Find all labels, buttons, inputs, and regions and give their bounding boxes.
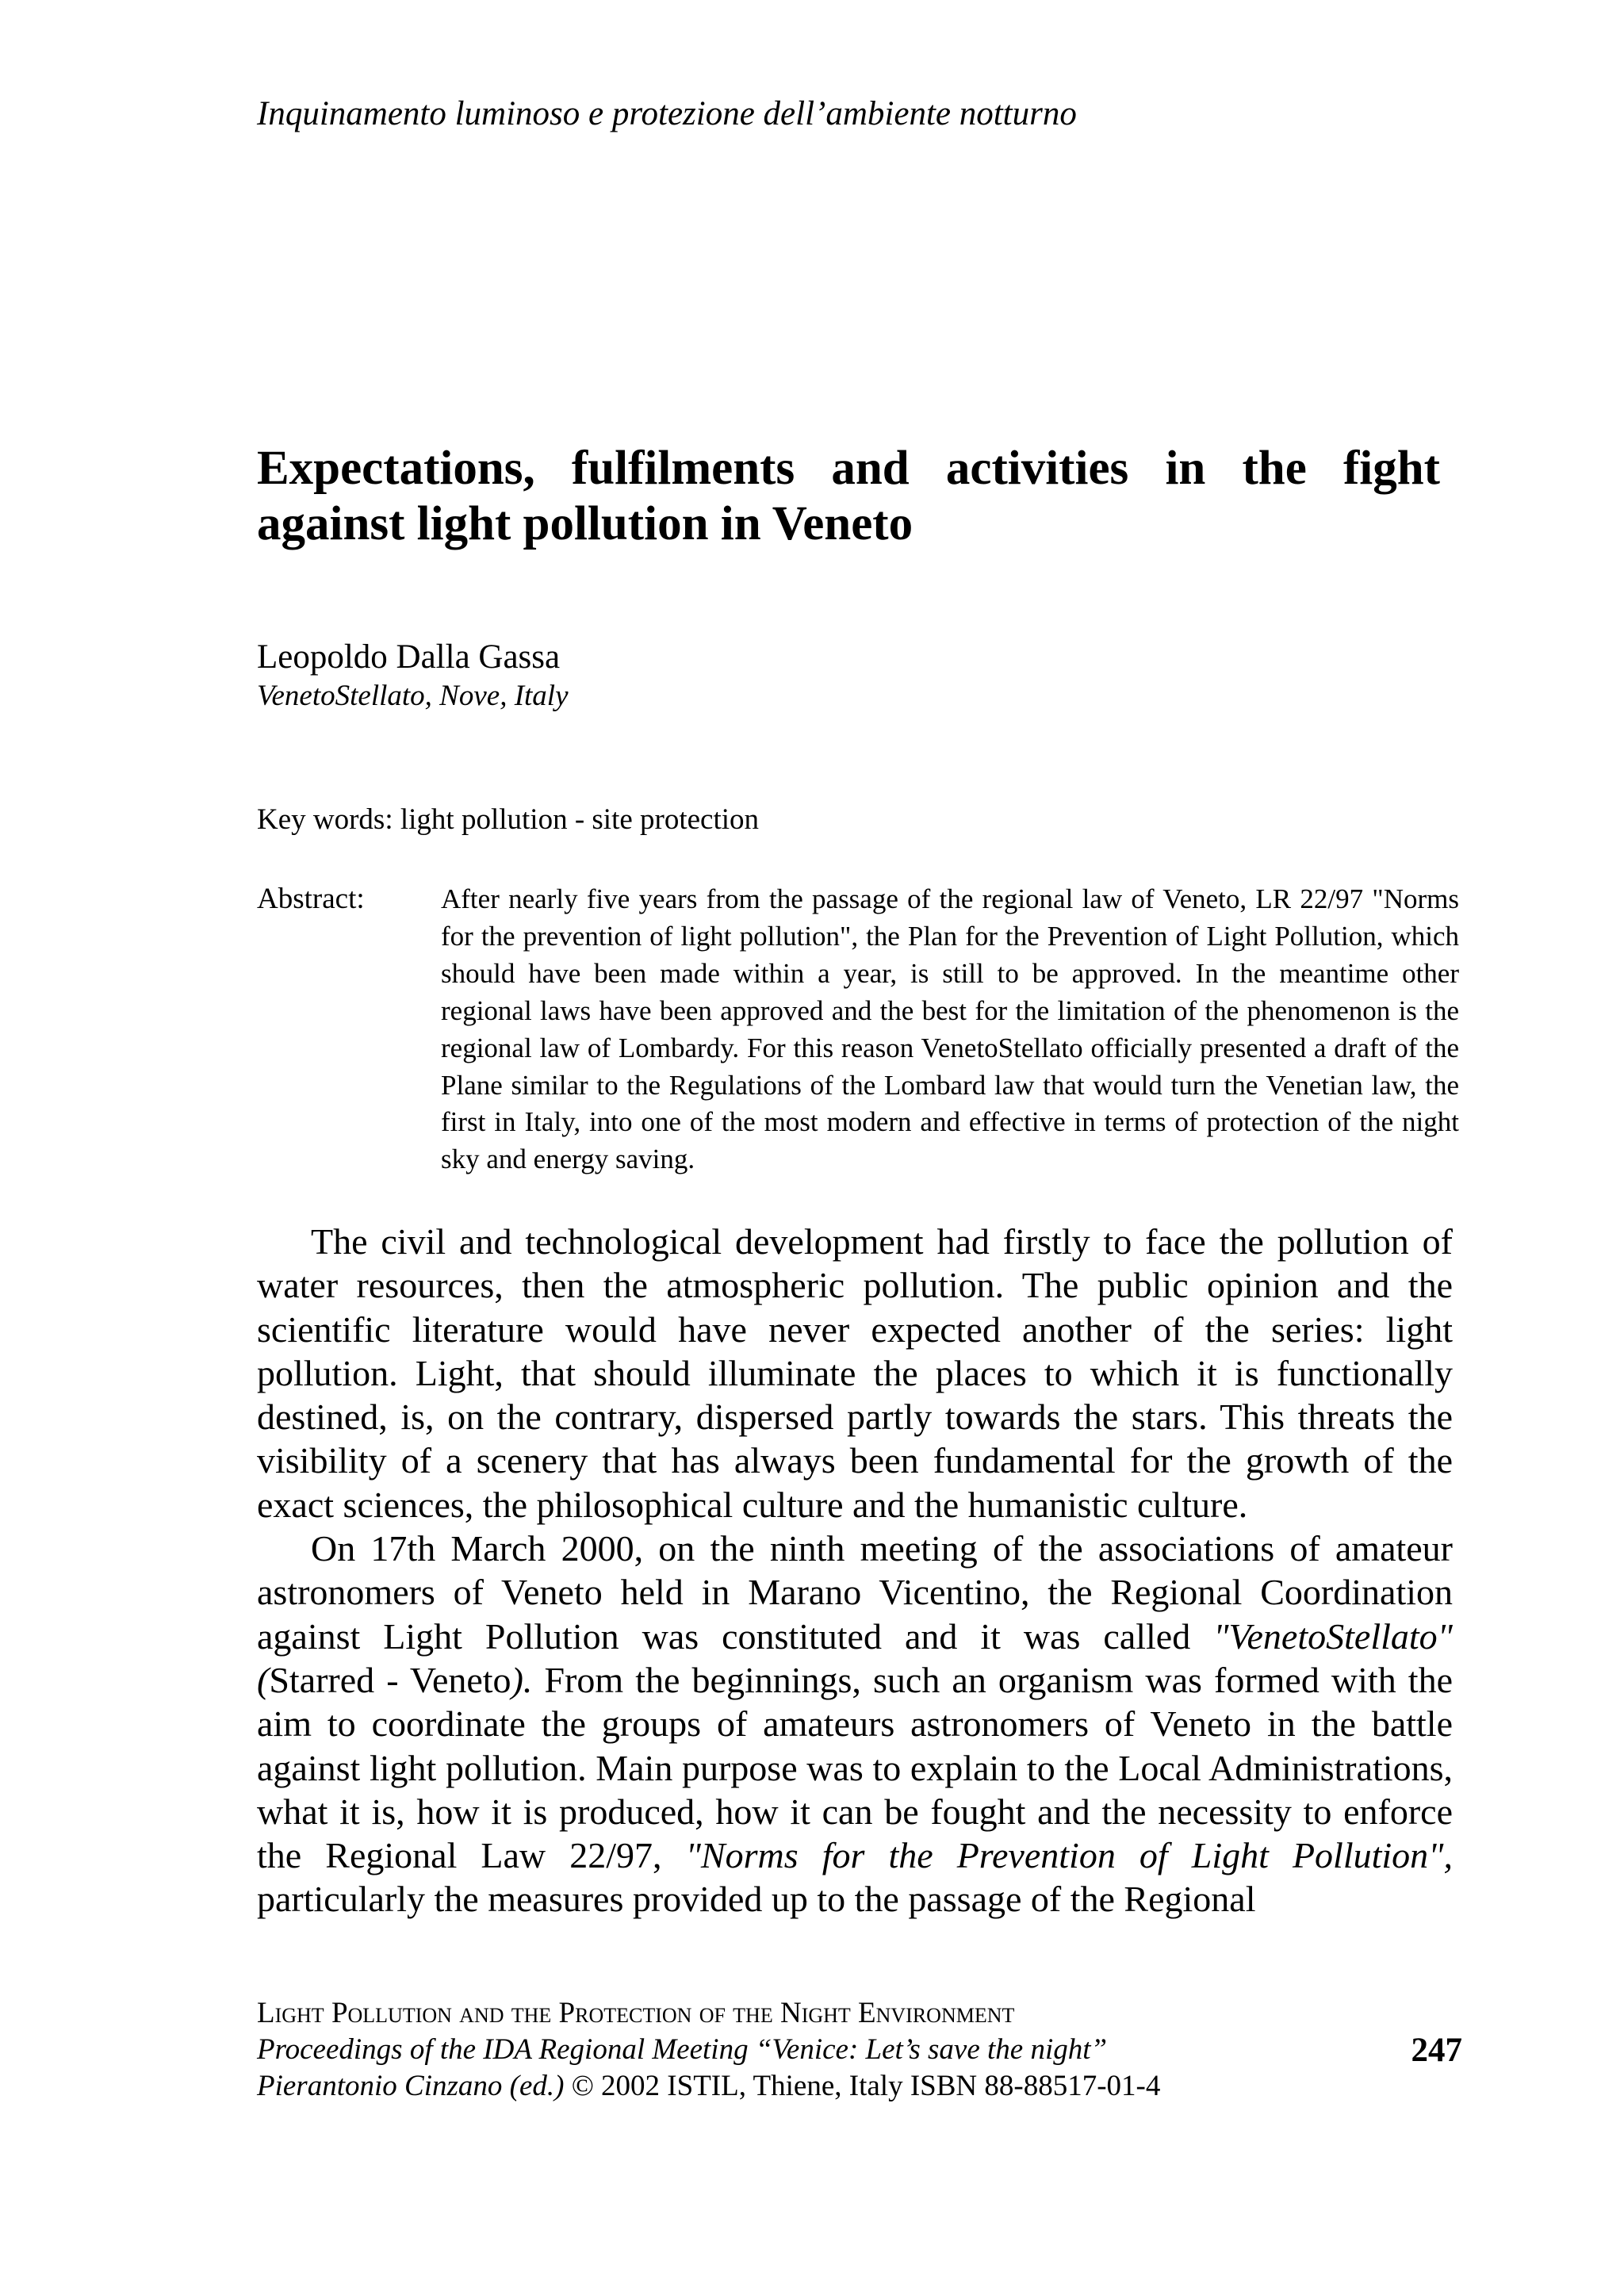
body-paragraph-2-law-title: "Norms for the Prevention of Light Pollution", <box>685 1835 1453 1876</box>
body-paragraph-2-part-a: On 17th March 2000, on the ninth meeting of the associations of amateur astronomers of Veneto held in Marano Vicentino, the Regional Coordination against Light Pollution was constituted and it was called <box>257 1528 1453 1657</box>
footer-editor: Pierantonio Cinzano (ed.) <box>257 2070 565 2102</box>
page-number: 247 <box>1411 2032 1462 2069</box>
footer-proceedings: Proceedings of the IDA Regional Meeting “Venice: Let’s save the night” <box>257 2033 1108 2066</box>
abstract-text: After nearly five years from the passage of the regional law of Veneto, LR 22/97 "Norms for the prevention of light pollution", the Plan for the Prevention of Light Pollution, which should have been made within a year, is still to be approved. In the meantime other regional laws have been approved and the best for the limitation of the phenomenon is the regional law of Lombardy. For this reason VenetoStellato officially presented a draft of the Plane similar to the Regulations of the Lombard law that would turn the Venetian law, the first in Italy, into one of the most modern and effective in terms of protection of the night sky and energy saving. <box>441 883 1459 1175</box>
author-name: Leopoldo Dalla Gassa <box>257 638 561 676</box>
footer-publisher: © 2002 ISTIL, Thiene, Italy ISBN 88-88517-01-4 <box>564 2070 1161 2102</box>
page-footer <box>257 1995 1462 2105</box>
body-paragraph-2 <box>257 1527 1453 1921</box>
body-paragraph-2-close-paren: ). <box>511 1659 533 1700</box>
abstract-label: Abstract: <box>257 883 365 915</box>
author-affiliation: VenetoStellato, Nove, Italy <box>257 680 569 712</box>
body-text <box>257 1220 1453 1921</box>
body-paragraph-1: The civil and technological development had firstly to face the pollution of water resources, then the atmospheric pollution. The public opinion and the scientific literature would have never expected another of the series: light pollution. Light, that should illuminate the places to which it is functionally destined, is, on the contrary, dispersed partly towards the stars. This threats the visibility of a scenery that has always been fundamental for the growth of the exact sciences, the philosophical culture and the humanistic culture. <box>257 1221 1453 1525</box>
keywords-line: Key words: light pollution - site protection <box>257 803 760 836</box>
footer-conference-title: Light Pollution and the Protection of the Night Environment <box>257 1997 1015 2029</box>
running-header: Inquinamento luminoso e protezione dell’ambiente notturno <box>257 95 1077 132</box>
body-paragraph-2-part-g: particularly the measures provided up to the passage of the Regional <box>257 1879 1256 1920</box>
footer-editor-line <box>257 2068 1462 2105</box>
body-paragraph-2-part-e: From the beginnings, such an organism was formed with the aim to coordinate the groups of amateurs astronomers of Veneto in the battle against light pollution. Main purpose was to explain to the Local Administrations, what it is, how it is produced, how it can be fought and the necessity to enforce the Regional Law 22/97, <box>257 1659 1453 1876</box>
paper-title: Expectations, fulfilments and activities in the fight against light pollution in Veneto <box>257 442 1440 550</box>
body-paragraph-2-translation: Starred - Veneto <box>269 1659 511 1700</box>
body-paragraph-2-quoted-name: "VenetoStellato" ( <box>257 1615 1453 1700</box>
